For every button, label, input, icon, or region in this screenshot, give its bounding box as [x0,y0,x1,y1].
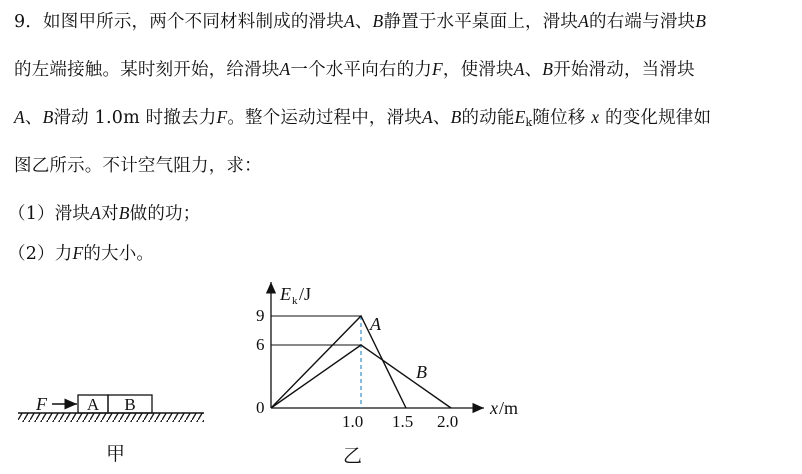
caption-jia: 甲 [106,444,126,465]
y-axis-unit: /J [299,284,312,304]
question-line-1: 9．如图甲所示，两个不同材料制成的滑块A、B静置于水平桌面上，滑块A的右端与滑块B [14,11,707,32]
caption-yi: 乙 [343,446,363,467]
y-axis-label: E [280,284,291,304]
x-axis-unit: /m [499,398,519,418]
sub-question-2: （2）力F的大小。 [8,243,155,264]
force-label: F [36,394,47,414]
figure-jia [18,394,204,465]
curve-b-label: B [416,362,427,382]
y-tick-6: 6 [256,335,265,354]
x-tick-1.0: 1.0 [342,412,364,431]
curve-a-label: A [370,314,381,334]
x-tick-1.5: 1.5 [392,412,414,431]
ground-hatch [18,413,204,422]
block-b-label: B [124,395,136,414]
question-line-2: 的左端接触。某时刻开始，给滑块A一个水平向右的力F，使滑块A、B开始滑动，当滑块 [14,59,695,80]
x-axis-label: x [490,398,498,418]
question-line-3: A、B滑动 1.0m 时撤去力F。整个运动过程中，滑块A、B的动能$E_k$随位移 x 的变化规律如 [14,107,712,129]
sub-question-1: （1）滑块A对B做的功； [8,203,201,224]
origin-label: 0 [256,398,265,417]
x-tick-2.0: 2.0 [437,412,459,431]
figure-yi [256,282,518,467]
y-tick-9: 9 [256,306,265,325]
block-a-label: A [86,395,100,414]
question-line-4: 图乙所示。不计空气阻力，求： [14,156,262,176]
y-axis-sub: k [292,295,298,307]
